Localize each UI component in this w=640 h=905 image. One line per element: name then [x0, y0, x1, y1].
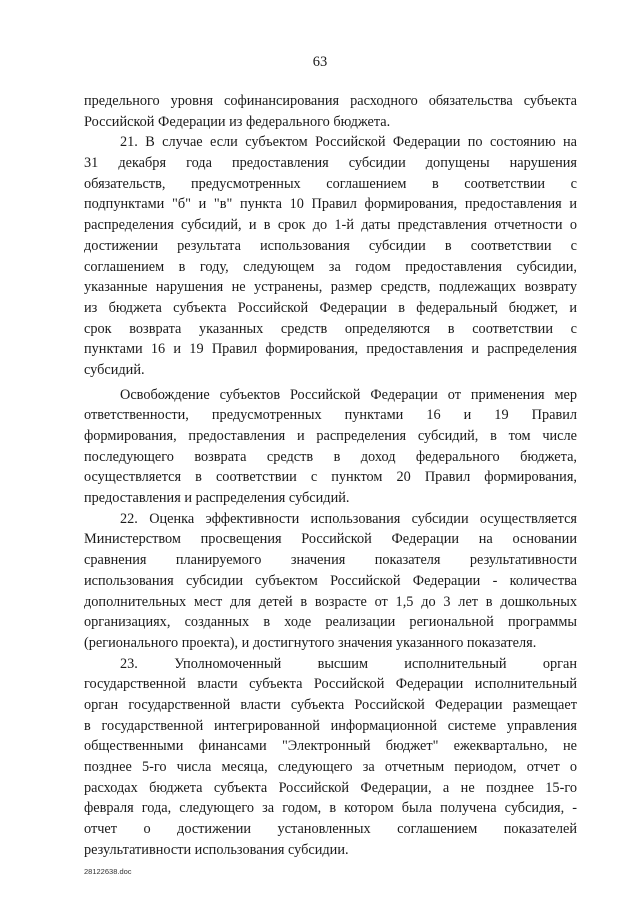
text-line: срок возврата указанных средств определяются в соответствии с — [84, 320, 577, 337]
text-line: предоставления и распределения субсидий. — [84, 490, 350, 507]
text-line: из бюджета субъекта Российской Федерации в федеральный бюджет, и — [84, 299, 577, 316]
text-line: Министерством просвещения Российской Федерации на основании — [84, 531, 577, 548]
text-line: 31 декабря года предоставления субсидии допущены нарушения — [84, 155, 577, 172]
text-line: осуществляется в соответствии с пунктом 20 Правил формирования, — [84, 469, 577, 486]
paragraph — [84, 509, 577, 654]
paragraph — [84, 385, 577, 509]
file-name-footer: 28122638.doc — [84, 867, 132, 876]
text-line: Освобождение субъектов Российской Федерации от применения мер — [120, 386, 577, 403]
text-line: 22. Оценка эффективности использования субсидии осуществляется — [120, 510, 577, 527]
text-line: результативности использования субсидии. — [84, 841, 349, 858]
text-line: достижении результата использования субсидии в соответствии с — [84, 237, 577, 254]
text-line: орган государственной власти субъекта Российской Федерации размещает — [84, 696, 577, 713]
page-number: 63 — [312, 54, 328, 70]
text-line: расходах бюджета субъекта Российской Федерации, а не позднее 15-го — [84, 779, 577, 796]
text-line: Российской Федерации из федерального бюджета. — [84, 113, 391, 130]
text-line: соглашением в году, следующем за годом предоставления субсидии, — [84, 258, 577, 275]
text-line: обязательств, предусмотренных соглашением в соответствии с — [84, 175, 577, 192]
paragraph — [84, 132, 577, 380]
text-line: позднее 5-го числа месяца, следующего за отчетным периодом, отчет о — [84, 759, 577, 775]
paragraph — [84, 91, 577, 132]
text-line: ответственности, предусмотренных пунктами 16 и 19 Правил — [84, 407, 577, 424]
text-line: подпунктами "б" и "в" пункта 10 Правил формирования, предоставления и — [84, 196, 577, 213]
text-line: (регионального проекта), и достигнутого значения указанного показателя. — [84, 634, 537, 651]
text-line: в государственной интегрированной информационной системе управления — [84, 717, 577, 734]
text-line: сравнения планируемого значения показателя результативности — [84, 552, 577, 569]
text-line: дополнительных мест для детей в возрасте от 1,5 до 3 лет в дошкольных — [84, 593, 577, 610]
text-line: указанные нарушения не устранены, размер средств, подлежащих возврату — [84, 279, 577, 296]
document-body — [84, 91, 577, 860]
text-line: формирования, предоставления и распределения субсидий, в том числе — [84, 428, 577, 444]
text-line: пунктами 16 и 19 Правил формирования, предоставления и распределения — [84, 341, 577, 358]
text-line: общественными финансами "Электронный бюджет" ежеквартально, не — [84, 738, 577, 755]
text-line: распределения субсидий, и в срок до 1-й даты представления отчетности о — [84, 217, 577, 234]
text-line: предельного уровня софинансирования расходного обязательства субъекта — [84, 93, 577, 109]
text-line: последующего возврата средств в доход федерального бюджета, — [84, 448, 577, 465]
paragraph — [84, 654, 577, 861]
text-line: государственной власти субъекта Российской Федерации исполнительный — [84, 676, 577, 693]
text-line: отчет о достижении установленных соглашением показателей — [84, 821, 577, 838]
text-line: использования субсидии субъектом Российской Федерации - количества — [84, 572, 577, 589]
text-line: субсидий. — [84, 361, 145, 378]
text-line: 23. Уполномоченный высшим исполнительный орган — [120, 655, 577, 672]
text-line: февраля года, следующего за годом, в котором была получена субсидия, - — [84, 800, 577, 817]
text-line: 21. В случае если субъектом Российской Федерации по состоянию на — [120, 134, 577, 151]
text-line: организациях, созданных в ходе реализации региональной программы — [84, 614, 577, 631]
